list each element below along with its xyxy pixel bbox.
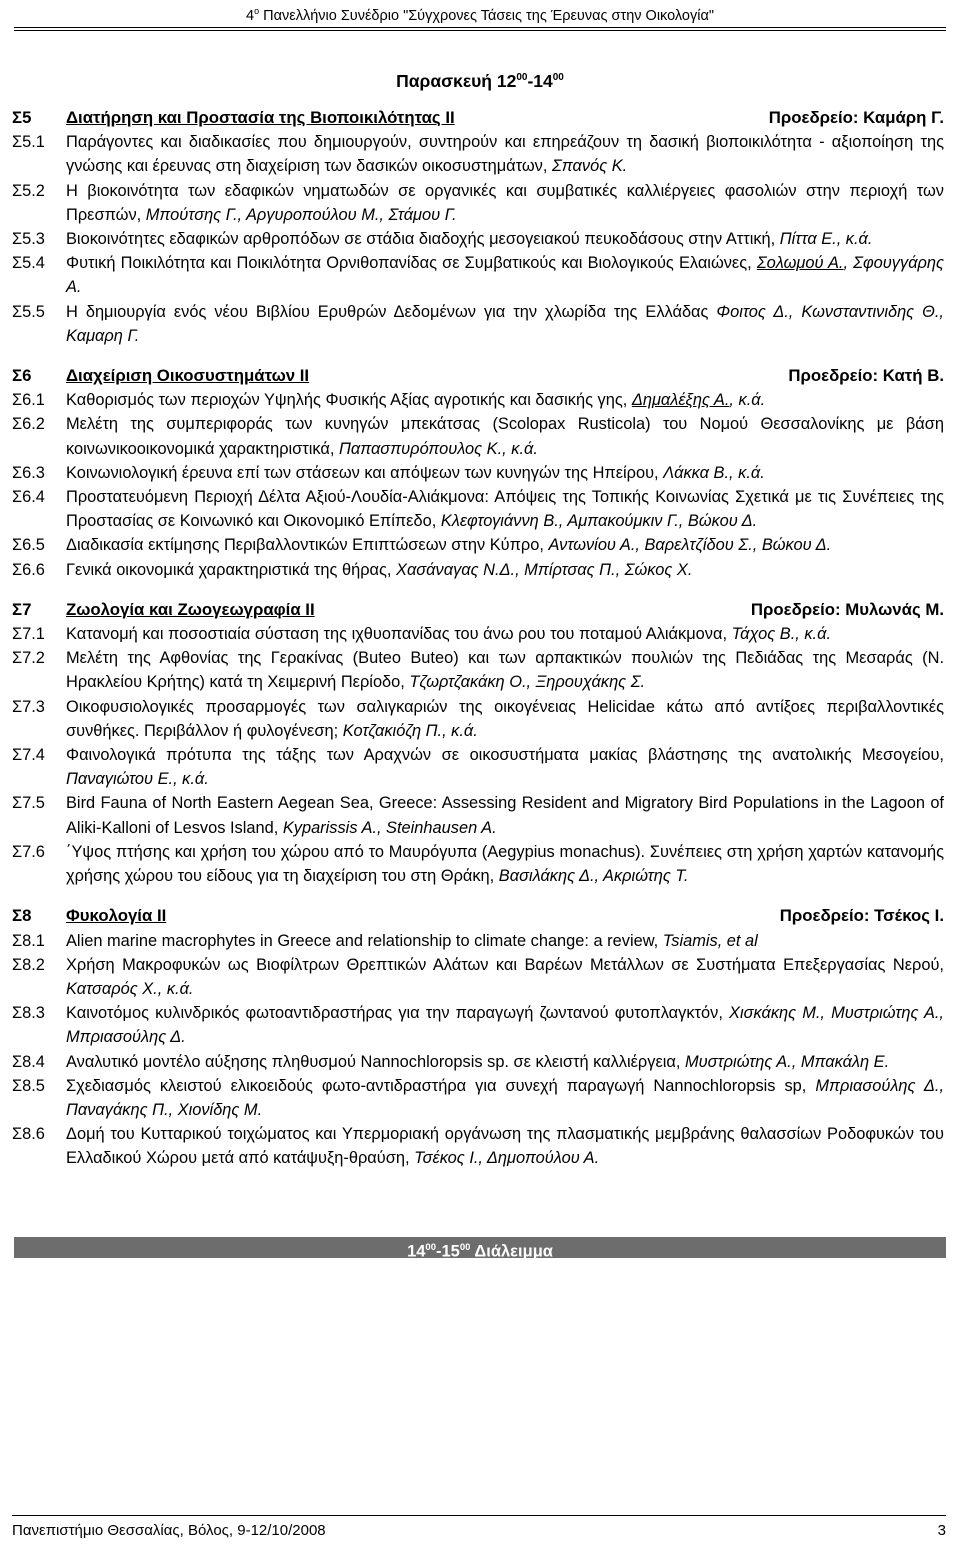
talk-text — [66, 1122, 944, 1170]
talk-title: Μελέτη της Αφθονίας της Γερακίνας (Buteo Buteo) και των αρπακτικών πουλιών της Πεδιάδας της Μεσαράς (Ν. Ηρακλείου Κρήτης) κατά τη Χειμερινή Περίοδο, — [66, 649, 944, 692]
talk-entry — [12, 1122, 944, 1170]
talk-authors: Κοτζακιόζη Π., κ.ά. — [342, 721, 478, 740]
talk-code: Σ5.5 — [12, 302, 45, 321]
talk-title: Χρήση Μακροφυκών ως Βιοφίλτρων Θρεπτικών Αλάτων και Βαρέων Μετάλλων σε Συστήματα Επεξεργασίας Νερού, — [66, 955, 944, 974]
talk-authors: Kyparissis A., Steinhausen A. — [282, 818, 497, 837]
talk-presenter: Σολωμού Α. — [756, 254, 844, 273]
talk-title: Καινοτόμος κυλινδρικός φωτοαντιδραστήρας για την παραγωγή ζωντανού φυτοπλαγκτόν, — [66, 1004, 730, 1023]
talk-authors: Tsiamis, et al — [662, 931, 758, 950]
talk-code: Σ6.6 — [12, 560, 45, 579]
talk-entry — [12, 1074, 944, 1122]
talk-title: Παράγοντες και διαδικασίες που δημιουργούν, συντηρούν και επηρεάζουν τη δασική βιοποικιλότητα - αξιοποίηση της γνώσης και έρευνας στη διαχείριση των δασικών οικοσυστημάτων, — [66, 133, 944, 176]
header-ordinal: ο — [254, 6, 260, 16]
talk-code: Σ6.4 — [12, 488, 45, 507]
session-header — [12, 598, 944, 622]
talk-authors: Σπανός Κ. — [551, 157, 628, 176]
session-header — [12, 364, 944, 388]
talk-code: Σ7.3 — [12, 697, 45, 716]
date-end-sup: 00 — [552, 72, 564, 84]
talk-text — [66, 953, 944, 1001]
talk-title: Bird Fauna of North Eastern Aegean Sea, Greece: Assessing Resident and Migratory Bird Populations in the Lagoon of Aliki-Kalloni of Lesvos Island, — [66, 794, 944, 837]
talk-title: Δομή του Κυτταρικού τοιχώματος και Υπερμοριακή οργάνωση της πλασματικής μεμβράνης θαλασσίων Ροδοφυκών του Ελλαδικού Χώρου μετά από κατάψυξη-θραύση, — [66, 1125, 944, 1168]
talk-code: Σ5.1 — [12, 133, 45, 152]
session-chair: Προεδρείο: Καμάρη Γ. — [768, 108, 944, 127]
page-number: 3 — [937, 1522, 946, 1539]
session-chair: Προεδρείο: Μυλωνάς Μ. — [750, 599, 944, 619]
talk-text — [66, 791, 944, 839]
talk-code: Σ7.6 — [12, 842, 45, 861]
talk-title: Διαδικασία εκτίμησης Περιβαλλοντικών Επιπτώσεων στην Κύπρο, — [66, 536, 549, 555]
date-start-sup: 00 — [516, 72, 528, 84]
talk-entry — [12, 622, 944, 646]
session-block — [12, 904, 944, 1170]
session-title: Ζωολογία και Ζωογεωγραφία ΙΙ — [66, 599, 315, 619]
talk-entry — [12, 953, 944, 1001]
break-bar — [14, 1237, 946, 1261]
talk-title: Φαινολογικά πρότυπα της τάξης των Αραχνών σε οικοσυστήματα μακίας βλάστησης της ανατολικής Μεσογείου, — [66, 746, 944, 765]
talk-code: Σ5.4 — [12, 254, 45, 273]
date-day: Παρασκευή 12 — [396, 71, 517, 91]
talk-authors: Μπούτσης Γ., Αργυροπούλου Μ., Στάμου Γ. — [145, 205, 457, 224]
talk-text — [66, 179, 944, 227]
talk-entry — [12, 461, 944, 485]
talk-authors: Κατσαρός Χ., κ.ά. — [66, 979, 194, 998]
footer-venue: Πανεπιστήμιο Θεσσαλίας, Βόλος, 9-12/10/2008 — [12, 1522, 326, 1539]
session-code: Σ5 — [12, 108, 32, 127]
talk-authors: Χασάναγας Ν.Δ., Μπίρτσας Π., Σώκος Χ. — [396, 560, 693, 579]
talk-code: Σ7.5 — [12, 794, 45, 813]
talk-text — [66, 533, 944, 557]
talk-entry — [12, 485, 944, 533]
talk-title: ΄Υψος πτήσης και χρήση του χώρου από το Μαυρόγυπα (Aegypius monachus). Συνέπειες στη χρήση χαρτών κατανομής χρήσης χώρου του είδους για τη διαχείριση του στη Θράκη, — [66, 842, 944, 886]
session-title: Φυκολογία ΙΙ — [66, 906, 167, 926]
talk-authors: Αντωνίου Α., Βαρελτζίδου Σ., Βώκου Δ. — [548, 536, 832, 555]
session-block — [12, 106, 944, 348]
talk-entry — [12, 840, 944, 888]
program-content — [12, 106, 944, 1171]
talk-text — [66, 300, 944, 348]
talk-entry — [12, 791, 944, 839]
talk-code: Σ8.6 — [12, 1125, 45, 1144]
break-start-sup: 00 — [425, 1242, 436, 1253]
talk-text — [66, 1001, 944, 1049]
talk-code: Σ6.2 — [12, 415, 45, 434]
talk-title: Κατανομή και ποσοστιαία σύσταση της ιχθυοπανίδας του άνω ρου του ποταμού Αλιάκμονα, — [66, 625, 732, 644]
talk-text — [66, 622, 944, 646]
talk-code: Σ8.4 — [12, 1052, 45, 1071]
talk-authors: Μπριασούλης Δ., Παναγάκης Π., Χιονίδης Μ. — [66, 1076, 944, 1119]
talk-text — [66, 485, 944, 533]
talk-text — [66, 412, 944, 460]
talk-entry — [12, 1001, 944, 1049]
talk-text — [66, 840, 944, 888]
talk-title: Αναλυτικό μοντέλο αύξησης πληθυσμού Nannochloropsis sp. σε κλειστή καλλιέργεια, — [66, 1052, 685, 1071]
talk-title: Σχεδιασμός κλειστού ελικοειδούς φωτο-αντιδραστήρα για συνεχή παραγωγή Nannochloropsis sp, — [66, 1076, 816, 1095]
session-block — [12, 598, 944, 888]
talk-entry — [12, 179, 944, 227]
session-header — [12, 106, 944, 130]
break-start: 14 — [407, 1242, 426, 1261]
session-code: Σ6 — [12, 366, 32, 386]
talk-entry — [12, 646, 944, 694]
talk-authors: Χισκάκης Μ., Μυστριώτης Α., Μπριασούλης Δ. — [66, 1004, 944, 1047]
talk-entry — [12, 695, 944, 743]
talk-entry — [12, 300, 944, 348]
talk-authors: , Σφουγγάρης Α. — [66, 254, 945, 297]
talk-text — [66, 461, 944, 485]
date-dash: -14 — [527, 71, 553, 91]
talk-code: Σ5.2 — [12, 181, 45, 200]
talk-text — [66, 743, 944, 791]
talk-title: Γενικά οικονομικά χαρακτηριστικά της θήρας, — [66, 560, 397, 579]
header-title: Πανελλήνιο Συνέδριο "Σύγχρονες Τάσεις της Έρευνας στην Οικολογία" — [263, 7, 714, 24]
talk-text — [66, 1074, 944, 1122]
talk-text — [66, 388, 944, 412]
talk-code: Σ8.3 — [12, 1004, 45, 1023]
talk-code: Σ7.2 — [12, 649, 45, 668]
talk-title: Οικοφυσιολογικές προσαρμογές των σαλιγκαριών της οικογένειας Helicidae κάτω από αντίξοες περιβαλλοντικές συνθήκες. Περιβάλλον ή φυλογένεση; — [66, 697, 944, 740]
talk-presenter: Δημαλέξης Α. — [631, 391, 730, 410]
talk-authors: Πίττα Ε., κ.ά. — [779, 230, 873, 249]
talk-text — [66, 251, 944, 299]
talk-title: Φυτική Ποικιλότητα και Ποικιλότητα Ορνιθοπανίδας σε Συμβατικούς και Βιολογικούς Ελαιώνες, — [66, 254, 757, 273]
talk-authors: Λάκκα Β., κ.ά. — [663, 463, 765, 482]
header-number: 4 — [246, 7, 255, 24]
talk-title: Alien marine macrophytes in Greece and relationship to climate change: a review, — [66, 931, 663, 950]
talk-title: Προστατευόμενη Περιοχή Δέλτα Αξιού-Λουδία-Αλιάκμονα: Απόψεις της Τοπικής Κοινωνίας Σχετικά με τις Συνέπειες της Προστασίας σε Κοινωνικό και Οικονομικό Επίπεδο, — [66, 488, 944, 531]
talk-authors: Παπασπυρόπουλος Κ., κ.ά. — [338, 439, 538, 458]
break-dash: -15 — [436, 1242, 460, 1261]
talk-code: Σ7.1 — [12, 625, 45, 644]
page-footer — [12, 1522, 946, 1539]
session-code: Σ7 — [12, 599, 32, 619]
talk-code: Σ6.1 — [12, 391, 45, 410]
session-code: Σ8 — [12, 906, 32, 926]
talk-authors: Τάχος Β., κ.ά. — [731, 625, 832, 644]
talk-title: Καθορισμός των περιοχών Υψηλής Φυσικής Αξίας αγροτικής και δασικής γης, — [66, 391, 632, 410]
talk-title: Η βιοκοινότητα των εδαφικών νηματωδών σε οργανικές και συμβατικές καλλιέργειες φασολιών στην περιοχή των Πρεσπών, — [66, 181, 944, 224]
talk-code: Σ7.4 — [12, 746, 45, 765]
talk-text — [66, 130, 944, 178]
talk-title: Κοινωνιολογική έρευνα επί των στάσεων και απόψεων των κυνηγών της Ηπείρου, — [66, 463, 664, 482]
talk-authors: Μυστριώτης Α., Μπακάλη Ε. — [684, 1052, 890, 1071]
talk-entry — [12, 412, 944, 460]
talk-entry — [12, 388, 944, 412]
talk-text — [66, 695, 944, 743]
talk-text — [66, 1050, 944, 1074]
talk-authors: Βασιλάκης Δ., Ακριώτης Τ. — [498, 867, 689, 886]
session-chair: Προεδρείο: Κατή Β. — [788, 366, 944, 386]
talk-authors: Παναγιώτου Ε., κ.ά. — [66, 770, 209, 789]
talk-authors: Κλεφτογιάννη Β., Αμπακούμκιν Γ., Βώκου Δ. — [440, 512, 758, 531]
break-end-sup: 00 — [459, 1242, 471, 1253]
session-title: Διαχείριση Οικοσυστημάτων ΙΙ — [66, 366, 310, 386]
break-label: Διάλειμμα — [474, 1242, 553, 1261]
session-header — [12, 904, 944, 928]
talk-code: Σ8.1 — [12, 931, 45, 950]
talk-authors: Φοιτος Δ., Κωνσταντινιδης Θ., Καμαρη Γ. — [66, 302, 944, 345]
talk-code: Σ6.5 — [12, 536, 45, 555]
talk-entry — [12, 929, 944, 953]
talk-authors: Τσέκος Ι., Δημοπούλου Α. — [414, 1149, 600, 1168]
session-title: Διατήρηση και Προστασία της Βιοποικιλότητας ΙΙ — [66, 108, 455, 127]
talk-entry — [12, 227, 944, 251]
header-rule — [14, 27, 946, 31]
session-block — [12, 364, 944, 582]
talk-code: Σ5.3 — [12, 230, 45, 249]
talk-entry — [12, 130, 944, 178]
talk-entry — [12, 533, 944, 557]
footer-rule — [12, 1515, 946, 1516]
talk-text — [66, 558, 944, 582]
talk-title: Μελέτη της συμπεριφοράς των κυνηγών μπεκάτσας (Scolopax Rusticola) του Νομού Θεσσαλονίκης με βάση κοινωνικοοικονομικά χαρακτηριστικά, — [66, 415, 944, 458]
talk-entry — [12, 251, 944, 299]
talk-authors: , κ.ά. — [729, 391, 766, 410]
talk-code: Σ6.3 — [12, 463, 45, 482]
talk-text — [66, 227, 944, 251]
talk-entry — [12, 743, 944, 791]
talk-entry — [12, 558, 944, 582]
talk-entry — [12, 1050, 944, 1074]
talk-title: Βιοκοινότητες εδαφικών αρθροπόδων σε στάδια διαδοχής μεσογειακού πευκοδάσους στην Αττική, — [66, 230, 780, 249]
talk-code: Σ8.5 — [12, 1076, 45, 1095]
talk-code: Σ8.2 — [12, 955, 45, 974]
talk-text — [66, 929, 944, 953]
running-header — [0, 6, 960, 24]
talk-authors: Τζωρτζακάκη Ο., Ξηρουχάκης Σ. — [409, 673, 646, 692]
session-chair: Προεδρείο: Τσέκος Ι. — [779, 906, 944, 926]
talk-text — [66, 646, 944, 694]
talk-title: Η δημιουργία ενός νέου Βιβλίου Ερυθρών Δεδομένων για την χλωρίδα της Ελλάδας — [66, 302, 717, 321]
date-title — [0, 71, 960, 92]
